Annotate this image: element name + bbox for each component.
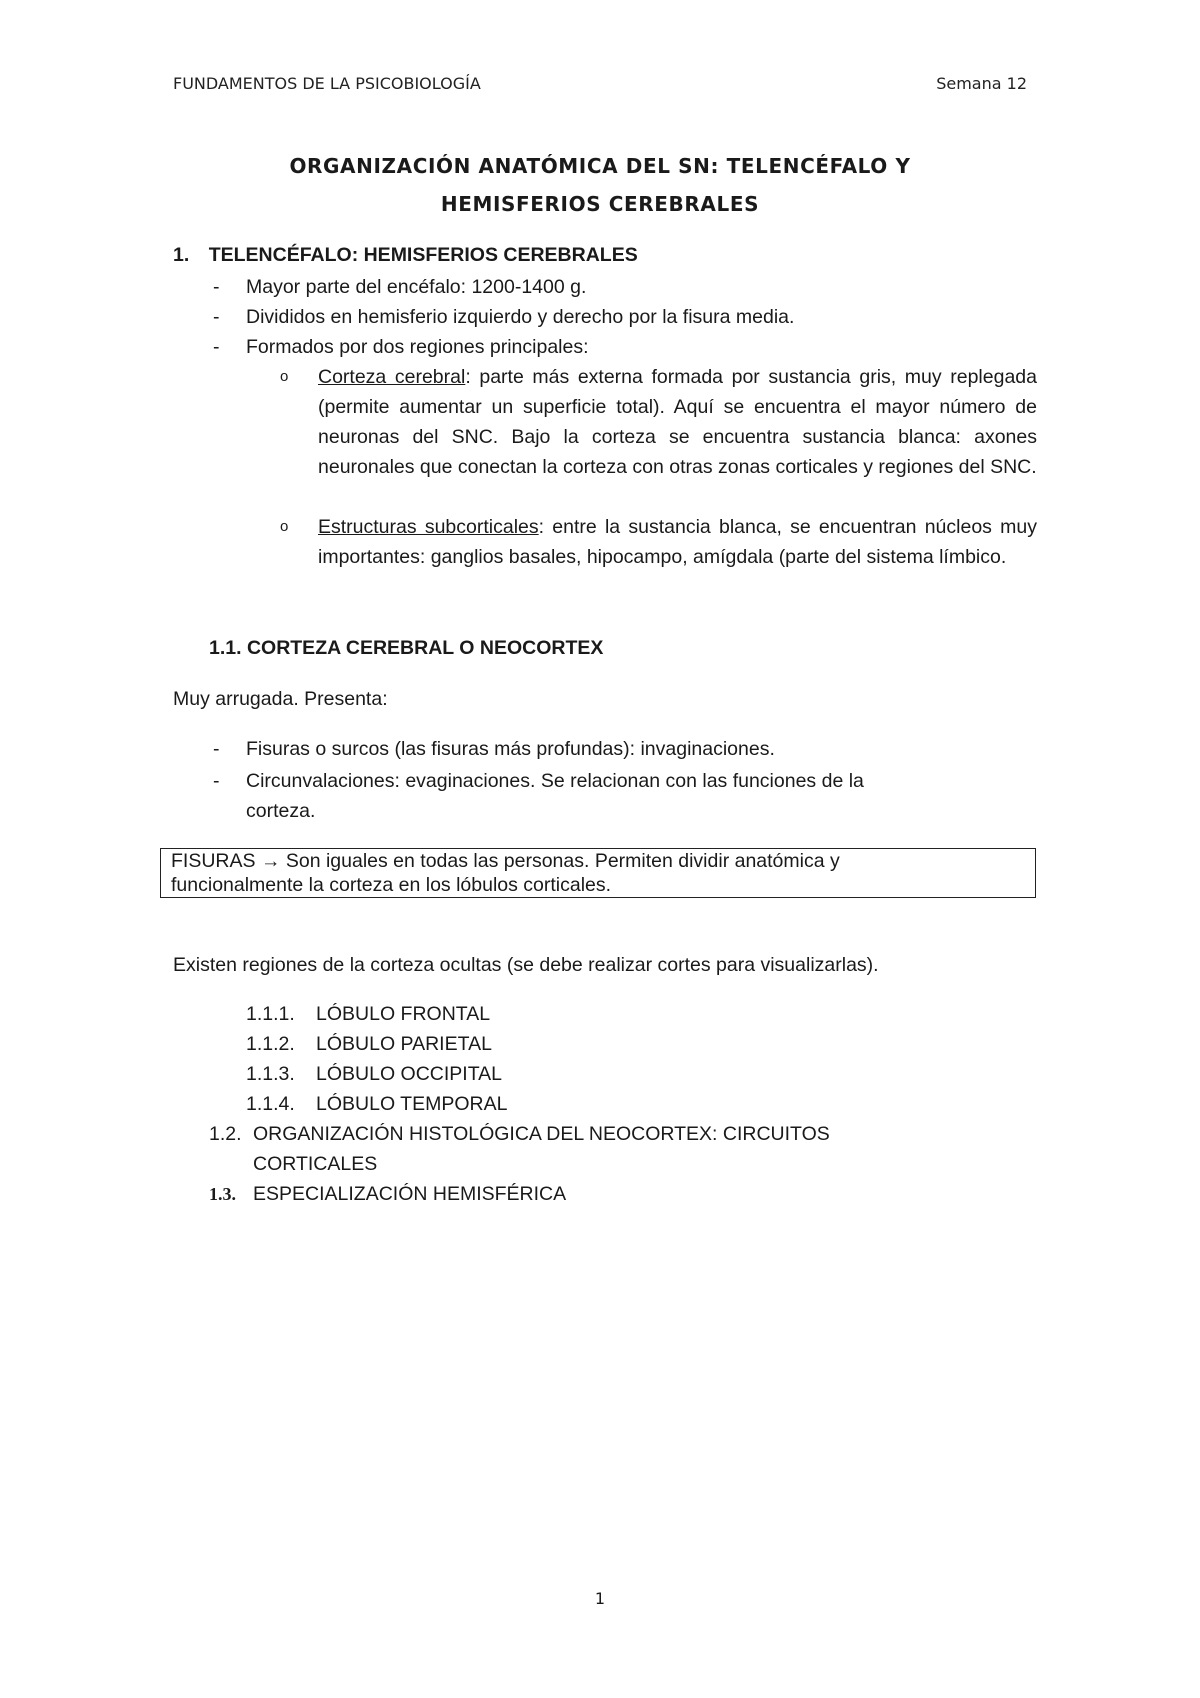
box-line-1 xyxy=(171,849,1025,873)
hidden-regions-text: Existen regiones de la corteza ocultas (se debe realizar cortes para visualizarlas). xyxy=(173,954,879,976)
box-text-2: funcionalmente la corteza en los lóbulos corticales. xyxy=(171,874,612,896)
outline-item-1-2 xyxy=(209,1119,830,1149)
bullet-continuation: corteza. xyxy=(246,800,316,822)
page-header xyxy=(173,74,1027,93)
bullet-text: Fisuras o surcos (las fisuras más profundas): invaginaciones. xyxy=(246,738,775,760)
dash-marker: - xyxy=(213,306,220,328)
dash-marker: - xyxy=(213,738,220,760)
outline-number: 1.2. xyxy=(209,1123,242,1145)
outline-item-lobe xyxy=(246,999,491,1029)
section-1-number: 1. xyxy=(173,244,190,266)
term-corteza-cerebral: Corteza cerebral xyxy=(318,366,466,388)
outline-label-continuation: CORTICALES xyxy=(253,1153,378,1175)
sub-bullet-corteza xyxy=(280,362,1037,482)
dash-marker: - xyxy=(213,336,220,358)
outline-label: ESPECIALIZACIÓN HEMISFÉRICA xyxy=(253,1183,567,1205)
term-estructuras-subcorticales: Estructuras subcorticales xyxy=(318,516,539,538)
bullet-text: Mayor parte del encéfalo: 1200-1400 g. xyxy=(246,276,587,298)
box-text-1: Son iguales en todas las personas. Permiten dividir anatómica y xyxy=(285,850,840,872)
outline-label: LÓBULO OCCIPITAL xyxy=(316,1063,503,1085)
bullet-text: Circunvalaciones: evaginaciones. Se relacionan con las funciones de la xyxy=(246,770,864,792)
circle-bullet-icon: o xyxy=(280,518,289,535)
section-1-1-heading: 1.1. CORTEZA CEREBRAL O NEOCORTEX xyxy=(209,637,604,659)
box-label: FISURAS xyxy=(171,850,256,872)
fisuras-callout-box xyxy=(160,848,1036,898)
bullet-text: Formados por dos regiones principales: xyxy=(246,336,589,358)
course-name: FUNDAMENTOS DE LA PSICOBIOLOGÍA xyxy=(173,74,481,93)
right-arrow-icon: → xyxy=(260,850,281,872)
outline-number: 1.1.3. xyxy=(246,1063,295,1085)
title-line-2: HEMISFERIOS CEREBRALES xyxy=(440,192,760,216)
dash-marker: - xyxy=(213,770,220,792)
section-1-1-intro: Muy arrugada. Presenta: xyxy=(173,688,388,710)
subcorticales-description: : entre la sustancia blanca, se encuentran núcleos muy importantes: ganglios basales, hipocampo, amígdala (parte del sistema límbico. xyxy=(318,516,1037,568)
title-line-1: ORGANIZACIÓN ANATÓMICA DEL SN: TELENCÉFALO Y xyxy=(289,154,911,178)
sub-bullet-subcorticales xyxy=(280,512,1037,572)
outline-number: 1.1.1. xyxy=(246,1003,295,1025)
outline-number: 1.1.2. xyxy=(246,1033,295,1055)
section-1-title: TELENCÉFALO: HEMISFERIOS CEREBRALES xyxy=(208,244,638,266)
document-title xyxy=(0,147,1200,223)
outline-number: 1.1.4. xyxy=(246,1093,295,1115)
outline-item-1-3 xyxy=(209,1179,567,1209)
outline-label: LÓBULO PARIETAL xyxy=(316,1033,492,1055)
outline-number: 1.3. xyxy=(209,1184,236,1204)
page-number: 1 xyxy=(594,1589,606,1608)
outline-label: LÓBULO FRONTAL xyxy=(316,1003,491,1025)
outline-item-lobe xyxy=(246,1059,503,1089)
bullet-text: Divididos en hemisferio izquierdo y derecho por la fisura media. xyxy=(246,306,795,328)
outline-item-lobe xyxy=(246,1029,492,1059)
corteza-description: : parte más externa formada por sustancia gris, muy replegada (permite aumentar un superficie total). Aquí se encuentra el mayor número de neuronas del SNC. Bajo la corteza se encuentra sustancia blanca: axones neuronales que conectan la corteza con otras zonas corticales y regiones del SNC. xyxy=(318,366,1037,478)
outline-label: LÓBULO TEMPORAL xyxy=(316,1093,508,1115)
dash-marker: - xyxy=(213,276,220,298)
circle-bullet-icon: o xyxy=(280,368,289,385)
outline-label: ORGANIZACIÓN HISTOLÓGICA DEL NEOCORTEX: CIRCUITOS xyxy=(253,1123,830,1145)
outline-item-lobe xyxy=(246,1089,508,1119)
section-1-heading xyxy=(173,240,638,270)
week-label: Semana 12 xyxy=(936,74,1027,93)
